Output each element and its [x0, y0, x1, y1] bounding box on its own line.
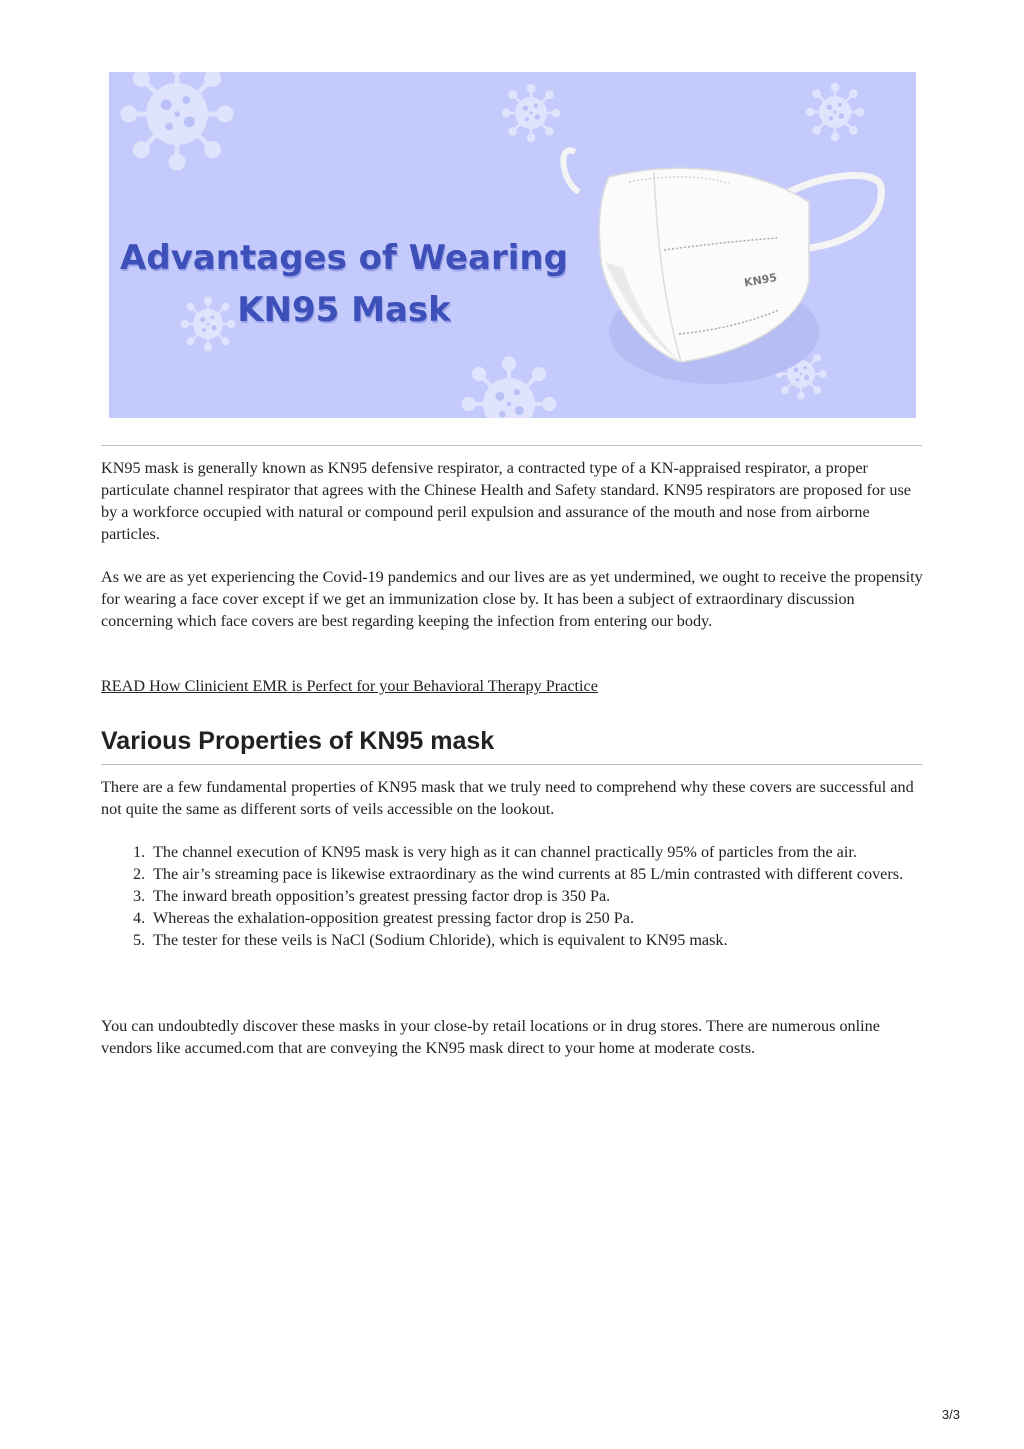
- virus-icon: [503, 85, 559, 141]
- section-heading: Various Properties of KN95 mask: [101, 727, 495, 755]
- closing-paragraph: You can undoubtedly discover these masks in your close-by retail locations or in drug stores. There are numerous online vendors like accumed.com that are conveying the KN95 mask direct to your home at moderate costs.: [101, 1017, 880, 1057]
- banner-title: [109, 232, 579, 336]
- read-more-link[interactable]: READ How Clinicient EMR is Perfect for your Behavioral Therapy Practice: [101, 677, 598, 695]
- properties-list: [133, 841, 913, 951]
- banner-image: [109, 72, 916, 418]
- intro-paragraph-1: KN95 mask is generally known as KN95 defensive respirator, a contracted type of a KN-appraised respirator, a proper particulate channel respirator that agrees with the Chinese Health and Safety standard. KN95 respirators are proposed for use by a workforce occupied with natural or compound peril expulsion and assurance of the mouth and nose from airborne particles.: [101, 459, 911, 543]
- virus-icon: [123, 72, 232, 168]
- virus-icon: [807, 84, 863, 140]
- list-item: 3. The inward breath opposition’s greatest pressing factor drop is 350 Pa.: [133, 887, 611, 905]
- list-item: 2. The air’s streaming pace is likewise extraordinary as the wind currents at 85 L/min contrasted with different covers.: [133, 865, 904, 883]
- virus-icon: [464, 359, 555, 419]
- intro-paragraph-2: As we are as yet experiencing the Covid-19 pandemics and our lives are as yet undermined, we ought to receive the propensity for wearing a face cover except if we get an immunization close by. It has been a subject of extraordinary discussion concerning which face covers are best regarding keeping the infection from entering our body.: [101, 568, 923, 630]
- kn95-mask-illustration: [563, 150, 881, 384]
- divider: [101, 445, 922, 446]
- list-item: 1. The channel execution of KN95 mask is very high as it can channel practically 95% of particles from the air.: [133, 843, 857, 861]
- banner-title-line2: KN95 Mask: [237, 290, 451, 330]
- mask-label: KN95: [743, 270, 778, 290]
- page-number: 3/3: [941, 1407, 960, 1422]
- list-item: 5. The tester for these veils is NaCl (Sodium Chloride), which is equivalent to KN95 mask.: [133, 931, 728, 949]
- heading-underline: [101, 764, 922, 765]
- section-intro: There are a few fundamental properties of KN95 mask that we truly need to comprehend why these covers are successful and not quite the same as different sorts of veils accessible on the lookout.: [101, 778, 914, 818]
- read-more-paragraph: [101, 675, 923, 697]
- list-item: 4. Whereas the exhalation-opposition greatest pressing factor drop is 250 Pa.: [133, 909, 634, 927]
- banner-title-line1: Advantages of Wearing: [120, 238, 568, 278]
